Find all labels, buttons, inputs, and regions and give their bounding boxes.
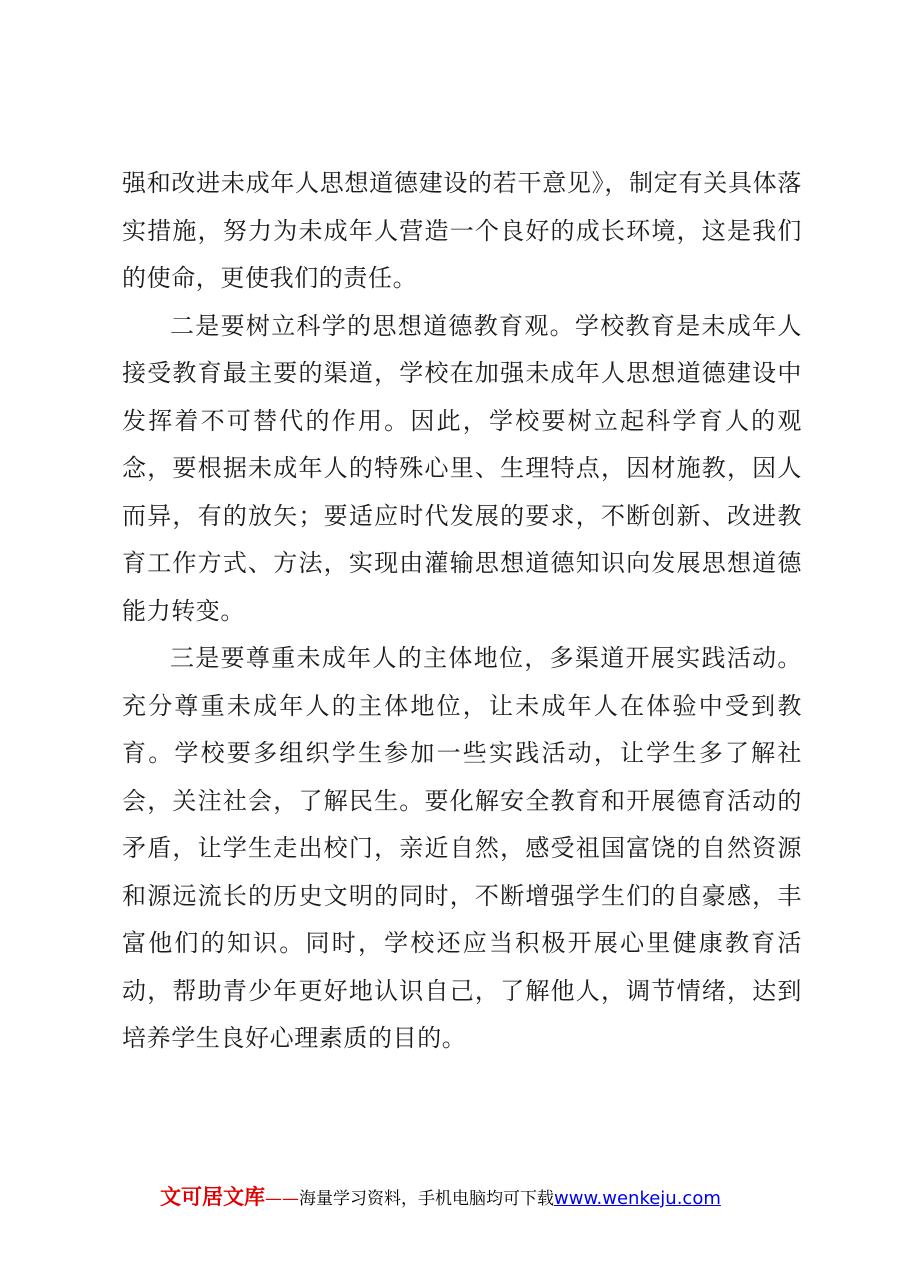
brand-name: 文可居文库 [160,1185,265,1209]
document-body [122,160,802,1063]
paragraph-3: 三是要尊重未成年人的主体地位，多渠道开展实践活动。充分尊重未成年人的主体地位，让未成年人在体验中受到教育。学校要多组织学生参加一些实践活动，让学生多了解社会，关注社会，了解民生。要化解安全教育和开展德育活动的矛盾，让学生走出校门，亲近自然，感受祖国富饶的自然资源和源远流长的历史文明的同时，不断增强学生们的自豪感，丰富他们的知识。同时，学校还应当积极开展心里健康教育活动，帮助青少年更好地认识自己，了解他人，调节情绪，达到培养学生良好心理素质的目的。 [122,644,802,1052]
website-link[interactable]: www.wenkeju.com [554,1188,721,1209]
footer-banner [160,1180,800,1214]
paragraph-1: 强和改进未成年人思想道德建设的若干意见》，制定有关具体落实措施，努力为未成年人营造一个良好的成长环境，这是我们的使命，更使我们的责任。 [122,169,802,292]
footer-dash: —— [265,1189,299,1209]
footer-slogan: 海量学习资料，手机电脑均可下载 [299,1189,554,1209]
paragraph-2: 二是要树立科学的思想道德教育观。学校教育是未成年人接受教育最主要的渠道，学校在加强未成年人思想道德建设中发挥着不可替代的作用。因此，学校要树立起科学育人的观念，要根据未成年人的特殊心里、生理特点，因材施教，因人而异，有的放矢；要适应时代发展的要求，不断创新、改进教育工作方式、方法，实现由灌输思想道德知识向发展思想道德能力转变。 [122,311,802,625]
